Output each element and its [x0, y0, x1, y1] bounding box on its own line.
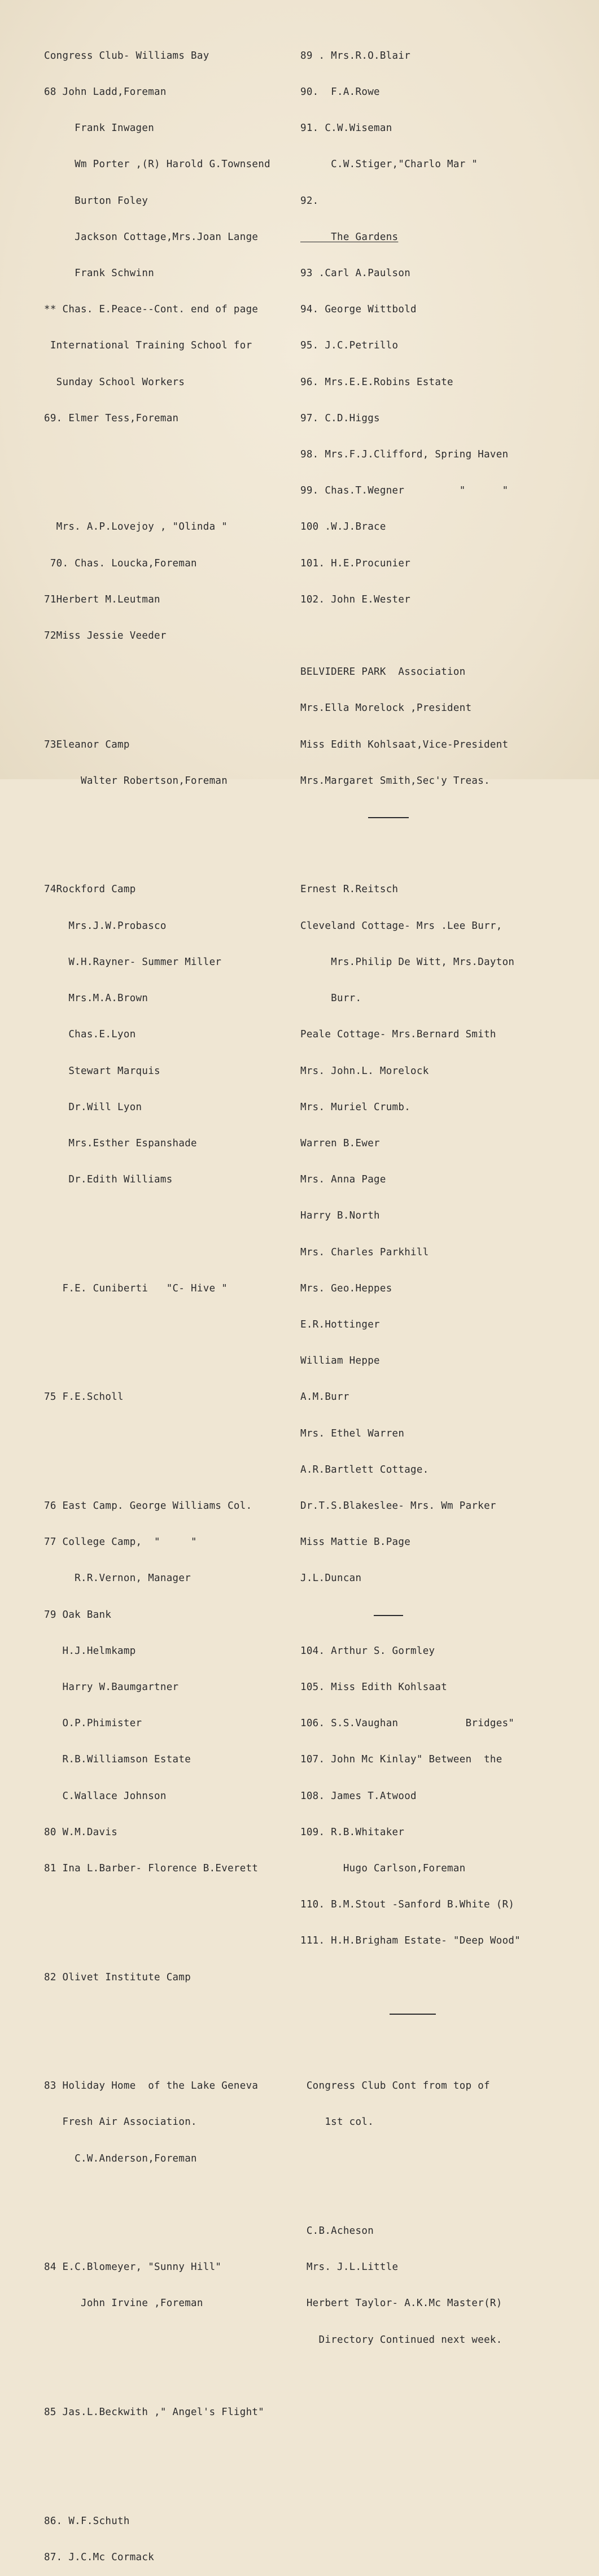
divider [300, 811, 583, 823]
text-line: 77 College Camp, " " [44, 1536, 197, 1548]
section-heading-belvidere-park: BELVIDERE PARK Association [300, 666, 466, 678]
text-line [300, 1972, 583, 1984]
text-line: Mrs. Muriel Crumb. [300, 1101, 411, 1113]
text-line: 68 John Ladd,Foreman [44, 86, 167, 98]
text-line [300, 2044, 583, 2056]
text-line: Congress Club Cont from top of [300, 2080, 490, 2092]
text-line: Miss Edith Kohlsaat,Vice-President [300, 739, 509, 750]
text-line [44, 1355, 298, 1367]
text-line: Herbert Taylor- A.K.Mc Master(R) [300, 2298, 502, 2309]
text-line: Dr.T.S.Blakeslee- Mrs. Wm Parker [300, 1500, 496, 1512]
text-line: 106. S.S.Vaughan Bridges" [300, 1718, 515, 1730]
text-line [300, 630, 583, 642]
text-line: C.W.Stiger,"Charlo Mar " [300, 159, 478, 171]
text-line: Mrs.Esther Espanshade [44, 1137, 197, 1149]
text-line: 73Eleanor Camp [44, 739, 130, 750]
text-line [44, 2189, 298, 2201]
text-line: 109. R.B.Whitaker [300, 1826, 405, 1838]
text-line: R.B.Williamson Estate [44, 1754, 191, 1766]
text-line [44, 1428, 298, 1440]
text-line: Miss Mattie B.Page [300, 1536, 411, 1548]
text-line: Mrs. Charles Parkhill [300, 1246, 429, 1258]
text-line: C.B.Acheson [300, 2225, 374, 2237]
text-line [44, 2370, 298, 2382]
text-line: A.R.Bartlett Cottage. [300, 1464, 429, 1475]
text-line: 83 Holiday Home of the Lake Geneva [44, 2080, 259, 2092]
text-line: R.R.Vernon, Manager [44, 1573, 191, 1584]
text-line: Sunday School Workers [44, 376, 185, 388]
text-line: 69. Elmer Tess,Foreman [44, 412, 179, 424]
text-line: 1st col. [300, 2116, 374, 2128]
text-line: Ernest R.Reitsch [300, 884, 399, 896]
text-line: John Irvine ,Foreman [44, 2298, 203, 2309]
left-column [44, 26, 298, 2576]
text-line [44, 811, 298, 823]
text-line [44, 449, 298, 461]
text-line: 107. John Mc Kinlay" Between the [300, 1754, 502, 1766]
text-line: 71Herbert M.Leutman [44, 593, 160, 605]
text-line: 101. H.E.Procunier [300, 557, 411, 569]
text-line: 92. [300, 195, 319, 207]
text-line: 70. Chas. Loucka,Foreman [44, 557, 197, 569]
text-line [44, 702, 298, 714]
text-line: 72Miss Jessie Veeder [44, 630, 167, 642]
text-line: Dr.Will Lyon [44, 1101, 142, 1113]
text-line: William Heppe [300, 1355, 380, 1367]
text-line: 80 W.M.Davis [44, 1826, 118, 1838]
text-line: E.R.Hottinger [300, 1318, 380, 1330]
text-line: 108. James T.Atwood [300, 1790, 417, 1802]
text-line [300, 2189, 583, 2201]
divider [300, 1609, 583, 1621]
text-line: C.Wallace Johnson [44, 1790, 167, 1802]
text-line: ** Chas. E.Peace--Cont. end of page [44, 304, 259, 316]
text-line: 86. W.F.Schuth [44, 2515, 130, 2527]
text-line: Mrs. Anna Page [300, 1174, 386, 1186]
text-line: 110. B.M.Stout -Sanford B.White (R) [300, 1899, 515, 1911]
text-line: W.H.Rayner- Summer Miller [44, 956, 222, 968]
text-line: 87. J.C.Mc Cormack [44, 2551, 155, 2563]
text-line [44, 2443, 298, 2455]
text-line: 90. F.A.Rowe [300, 86, 380, 98]
text-line: Warren B.Ewer [300, 1137, 380, 1149]
text-line: Mrs. J.L.Little [300, 2261, 399, 2273]
text-line: Frank Schwinn [44, 268, 155, 280]
text-line: 99. Chas.T.Wegner " " [300, 485, 509, 497]
text-line: Directory Continued next week. [300, 2334, 502, 2346]
text-line: 93 .Carl A.Paulson [300, 268, 411, 280]
section-heading-the-gardens: The Gardens [300, 231, 399, 243]
text-line: Frank Inwagen [44, 123, 155, 134]
text-line: Chas.E.Lyon [44, 1029, 136, 1041]
text-line: International Training School for [44, 340, 252, 352]
text-line: 94. George Wittbold [300, 304, 417, 316]
text-line: 111. H.H.Brigham Estate- "Deep Wood" [300, 1935, 521, 1947]
text-line: 76 East Camp. George Williams Col. [44, 1500, 252, 1512]
text-line: Peale Cottage- Mrs.Bernard Smith [300, 1029, 496, 1041]
text-line [44, 2225, 298, 2237]
text-line: 79 Oak Bank [44, 1609, 112, 1621]
text-line: Burr. [300, 993, 362, 1005]
text-line: 84 E.C.Blomeyer, "Sunny Hill" [44, 2261, 222, 2273]
text-line [44, 1247, 298, 1259]
text-line [44, 666, 298, 678]
text-line: Mrs.M.A.Brown [44, 993, 148, 1005]
text-line: Hugo Carlson,Foreman [300, 1862, 466, 1874]
text-line [44, 2008, 298, 2020]
text-line: 91. C.W.Wiseman [300, 123, 392, 134]
text-line: H.J.Helmkamp [44, 1645, 136, 1657]
text-line: F.E. Cuniberti "C- Hive " [44, 1282, 228, 1294]
text-line: 85 Jas.L.Beckwith ," Angel's Flight" [44, 2407, 265, 2418]
text-line: Mrs. A.P.Lovejoy , "Olinda " [44, 521, 228, 533]
text-line: Wm Porter ,(R) Harold G.Townsend [44, 159, 270, 171]
text-line: 96. Mrs.E.E.Robins Estate [300, 376, 453, 388]
text-line: Mrs.Margaret Smith,Sec'y Treas. [300, 775, 490, 787]
text-line: 95. J.C.Petrillo [300, 340, 399, 352]
text-line [44, 2479, 298, 2491]
text-line: O.P.Phimister [44, 1718, 142, 1730]
right-column [300, 26, 583, 2358]
text-line: 89 . Mrs.R.O.Blair [300, 50, 411, 62]
text-line: Burton Foley [44, 195, 148, 207]
text-line: 81 Ina L.Barber- Florence B.Everett [44, 1862, 259, 1874]
text-line: 82 Olivet Institute Camp [44, 1971, 191, 1983]
text-line: Mrs.Philip De Witt, Mrs.Dayton [300, 956, 515, 968]
text-line: 102. John E.Wester [300, 593, 411, 605]
text-line [44, 1935, 298, 1947]
text-line: A.M.Burr [300, 1391, 349, 1403]
text-line: Stewart Marquis [44, 1065, 160, 1077]
text-line: 104. Arthur S. Gormley [300, 1645, 435, 1657]
text-line: Harry W.Baumgartner [44, 1681, 179, 1693]
text-line: Mrs.J.W.Probasco [44, 920, 167, 932]
text-line: 98. Mrs.F.J.Clifford, Spring Haven [300, 449, 509, 461]
text-line: Harry B.North [300, 1210, 380, 1222]
text-line: Mrs. John.L. Morelock [300, 1065, 429, 1077]
text-line: 105. Miss Edith Kohlsaat [300, 1681, 448, 1693]
text-line: Mrs. Geo.Heppes [300, 1282, 392, 1294]
text-line [44, 1899, 298, 1911]
text-line: Mrs. Ethel Warren [300, 1427, 405, 1439]
text-line [44, 848, 298, 859]
text-line [44, 485, 298, 497]
text-line: Jackson Cottage,Mrs.Joan Lange [44, 231, 259, 243]
text-line: Walter Robertson,Foreman [44, 775, 228, 787]
text-line: 75 F.E.Scholl [44, 1391, 124, 1403]
text-line: C.W.Anderson,Foreman [44, 2153, 197, 2164]
text-line: 97. C.D.Higgs [300, 412, 380, 424]
text-line: Dr.Edith Williams [44, 1174, 173, 1186]
text-line [44, 1464, 298, 1476]
text-line: Cleveland Cottage- Mrs .Lee Burr, [300, 920, 502, 932]
text-line: Mrs.Ella Morelock ,President [300, 702, 472, 714]
text-line [44, 2044, 298, 2056]
text-line [300, 2153, 583, 2165]
text-line [44, 2334, 298, 2346]
text-line [44, 1319, 298, 1331]
text-line [300, 848, 583, 859]
text-line: Fresh Air Association. [44, 2116, 197, 2128]
text-line: Congress Club- Williams Bay [44, 50, 209, 62]
text-line: 100 .W.J.Brace [300, 521, 386, 533]
text-line [44, 1210, 298, 1222]
text-line: 74Rockford Camp [44, 884, 136, 896]
divider [300, 2008, 583, 2020]
text-line: J.L.Duncan [300, 1573, 362, 1584]
